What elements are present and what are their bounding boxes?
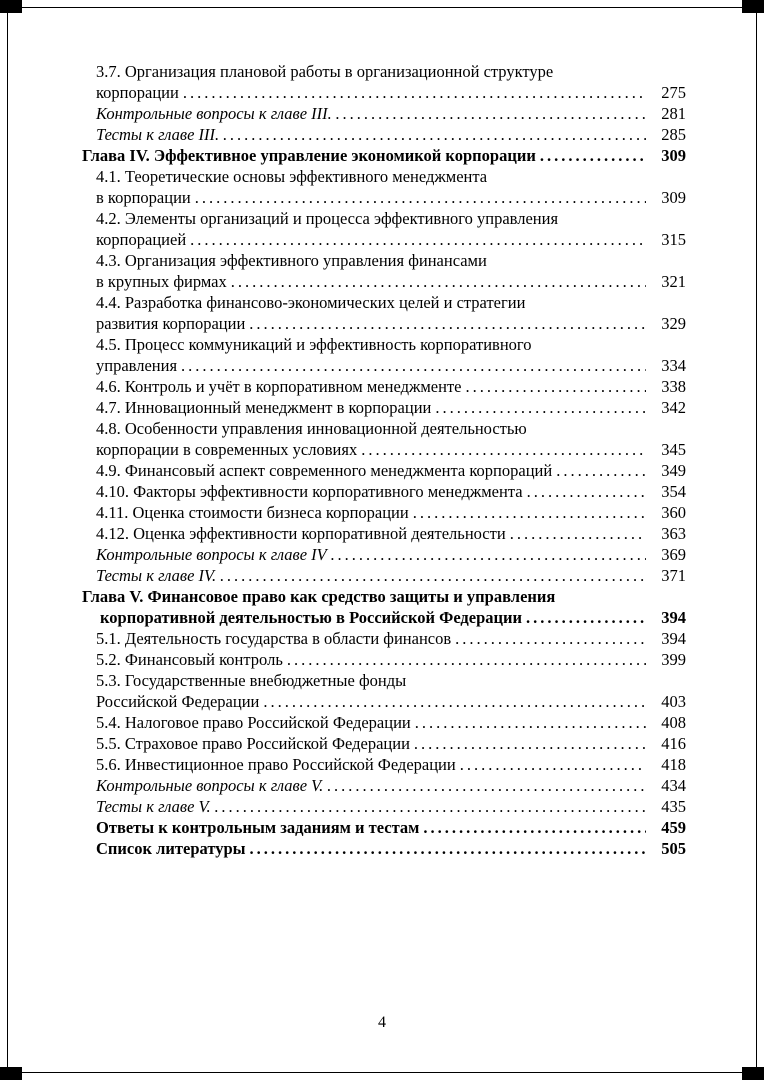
toc-entry-text: Российской Федерации [96, 692, 260, 711]
toc-entry [82, 166, 686, 208]
dot-leader [414, 733, 646, 754]
toc-entry [82, 544, 686, 565]
toc-entry-text: Глава V. Финансовое право как средство защиты и управления [82, 587, 556, 606]
toc-entry-text: корпорации [96, 83, 179, 102]
dot-leader [183, 82, 646, 103]
toc-page-number: 363 [661, 524, 686, 543]
toc-entry [82, 586, 686, 628]
dot-leader [250, 838, 646, 859]
dot-leader [556, 460, 646, 481]
toc-page-number: 285 [661, 125, 686, 144]
toc-page-number: 394 [661, 629, 686, 648]
dot-leader [361, 439, 646, 460]
dot-leader [331, 544, 646, 565]
toc-entry-text: 5.2. Финансовый контроль [96, 650, 283, 669]
toc-entry-text: 3.7. Организация плановой работы в организационной структуре [96, 62, 554, 81]
dot-leader [423, 817, 646, 838]
toc-entry-text: 5.3. Государственные внебюджетные фонды [96, 671, 407, 690]
toc-page-number: 416 [661, 734, 686, 753]
toc-entry [82, 712, 686, 733]
toc-entry [82, 796, 686, 817]
toc-entry-text: 5.1. Деятельность государства в области финансов [96, 629, 452, 648]
scan-corner-mark [0, 1067, 22, 1080]
toc-entry-text: 5.5. Страховое право Российской Федерации [96, 734, 410, 753]
dot-leader [540, 145, 646, 166]
dot-leader [220, 565, 646, 586]
toc-entry-text: 4.8. Особенности управления инновационной деятельностью [96, 419, 527, 438]
dot-leader [287, 649, 646, 670]
toc-entry-text: 4.4. Разработка финансово-экономических целей и стратегии [96, 293, 526, 312]
toc-entry-text: 4.9. Финансовый аспект современного менеджмента корпораций [96, 461, 553, 480]
toc-entry [82, 733, 686, 754]
dot-leader [526, 607, 646, 628]
toc-entry-text: в крупных фирмах [96, 272, 227, 291]
scan-corner-mark [742, 0, 764, 13]
toc-page-number: 354 [661, 482, 686, 501]
toc-entry-text: 4.7. Инновационный менеджмент в корпорации [96, 398, 432, 417]
toc-page-number: 371 [661, 566, 686, 585]
dot-leader [223, 124, 646, 145]
toc-entry-text: 4.6. Контроль и учёт в корпоративном менеджменте [96, 377, 462, 396]
toc-page-number: 349 [661, 461, 686, 480]
toc-page-number: 403 [661, 692, 686, 711]
toc-page-number: 315 [661, 230, 686, 249]
toc-entry [82, 376, 686, 397]
toc-page-number: 399 [661, 650, 686, 669]
toc-entry-text: Ответы к контрольным заданиям и тестам [96, 818, 420, 837]
toc-page-number: 281 [661, 104, 686, 123]
toc-entry-text: 4.10. Факторы эффективности корпоративного менеджмента [96, 482, 523, 501]
dot-leader [231, 271, 646, 292]
dot-leader [181, 355, 646, 376]
toc-page-number: 369 [661, 545, 686, 564]
toc-entry-text: Тесты к главе V. [96, 797, 211, 816]
dot-leader [327, 775, 646, 796]
dot-leader [455, 628, 646, 649]
toc-page-number: 505 [661, 839, 686, 858]
toc-entry-text: Список литературы [96, 839, 246, 858]
dot-leader [249, 313, 646, 334]
toc-entry-text: 4.5. Процесс коммуникаций и эффективность корпоративного [96, 335, 532, 354]
toc-entry [82, 481, 686, 502]
toc-page-number: 275 [661, 83, 686, 102]
toc-entry [82, 628, 686, 649]
toc-entry [82, 502, 686, 523]
toc-entry-text: управления [96, 356, 178, 375]
toc-entry [82, 523, 686, 544]
toc-entry [82, 838, 686, 859]
dot-leader [415, 712, 646, 733]
toc-entry-text: 4.11. Оценка стоимости бизнеса корпорации [96, 503, 409, 522]
dot-leader [527, 481, 646, 502]
toc-entry [82, 334, 686, 376]
toc-page-number: 309 [661, 146, 686, 165]
toc-entry [82, 292, 686, 334]
toc-page-number: 459 [661, 818, 686, 837]
toc-entry [82, 817, 686, 838]
toc-entry [82, 649, 686, 670]
toc-page-number: 435 [661, 797, 686, 816]
toc-list [82, 61, 686, 859]
toc-entry [82, 103, 686, 124]
toc-entry [82, 754, 686, 775]
dot-leader [190, 229, 646, 250]
toc-entry-text: корпоративной деятельностью в Российской Федерации [100, 608, 523, 627]
toc-entry-text: развития корпорации [96, 314, 246, 333]
toc-entry [82, 397, 686, 418]
toc-page-number: 342 [661, 398, 686, 417]
toc-entry [82, 460, 686, 481]
dot-leader [413, 502, 646, 523]
toc-entry [82, 775, 686, 796]
toc-page-number: 345 [661, 440, 686, 459]
toc-entry-text: Тесты к главе IV. [96, 566, 217, 585]
toc-page-number: 418 [661, 755, 686, 774]
toc-page-number: 321 [661, 272, 686, 291]
dot-leader [466, 376, 647, 397]
dot-leader [460, 754, 646, 775]
toc-page-number: 309 [661, 188, 686, 207]
toc-entry-text: Тесты к главе III. [96, 125, 220, 144]
toc-entry-text: 4.3. Организация эффективного управления финансами [96, 251, 487, 270]
dot-leader [215, 796, 646, 817]
dot-leader [263, 691, 646, 712]
toc-entry-text: Контрольные вопросы к главе III. [96, 104, 332, 123]
toc-entry [82, 145, 686, 166]
toc-entry [82, 418, 686, 460]
toc-entry-text: Контрольные вопросы к главе V. [96, 776, 324, 795]
toc-entry [82, 208, 686, 250]
toc-entry-text: 4.2. Элементы организаций и процесса эффективного управления [96, 209, 559, 228]
dot-leader [195, 187, 646, 208]
toc-entry [82, 670, 686, 712]
scan-corner-mark [0, 0, 22, 13]
toc-entry-text: 4.12. Оценка эффективности корпоративной деятельности [96, 524, 506, 543]
toc-entry-text: корпорации в современных условиях [96, 440, 358, 459]
toc-page-number: 360 [661, 503, 686, 522]
toc-page-number: 338 [661, 377, 686, 396]
toc-entry [82, 250, 686, 292]
scan-corner-mark [742, 1067, 764, 1080]
dot-leader [435, 397, 646, 418]
dot-leader [336, 103, 646, 124]
toc-entry [82, 565, 686, 586]
toc-page-number: 329 [661, 314, 686, 333]
toc-entry-text: 5.6. Инвестиционное право Российской Федерации [96, 755, 456, 774]
toc-page-number: 334 [661, 356, 686, 375]
toc-entry-text: Контрольные вопросы к главе IV [96, 545, 327, 564]
toc-entry-text: в корпорации [96, 188, 191, 207]
toc-entry [82, 124, 686, 145]
toc-entry-text: 4.1. Теоретические основы эффективного менеджмента [96, 167, 488, 186]
toc-entry-text: Глава IV. Эффективное управление экономикой корпорации [82, 146, 536, 165]
toc-entry [82, 61, 686, 103]
footer-page-number: 4 [378, 1014, 386, 1031]
toc-entry-text: 5.4. Налоговое право Российской Федерации [96, 713, 411, 732]
toc-page-number: 408 [661, 713, 686, 732]
toc-page-number: 394 [661, 608, 686, 627]
dot-leader [510, 523, 646, 544]
toc-entry-text: корпорацией [96, 230, 187, 249]
toc-page-number: 434 [661, 776, 686, 795]
